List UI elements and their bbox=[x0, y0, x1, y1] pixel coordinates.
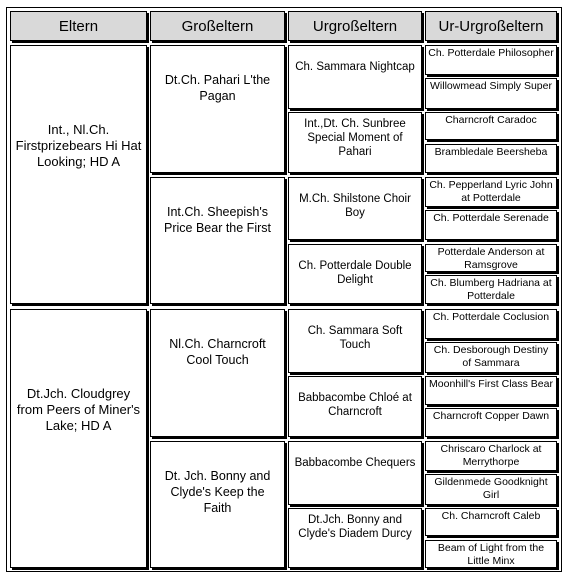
great-great-grandparent-15: Ch. Charncroft Caleb bbox=[425, 508, 557, 536]
pedigree-table bbox=[6, 7, 562, 572]
great-grandparent-2: Int.,Dt. Ch. Sunbree Special Moment of Pahari bbox=[288, 112, 422, 173]
great-great-grandparent-3: Charncroft Caradoc bbox=[425, 112, 557, 140]
header-ururgrosseltern: Ur-Urgroßeltern bbox=[425, 11, 557, 41]
header-grosseltern: Großeltern bbox=[150, 11, 285, 41]
parent-sire: Int., Nl.Ch. Firstprizebears Hi Hat Looking; HD A bbox=[10, 45, 147, 304]
great-great-grandparent-5: Ch. Pepperland Lyric John at Potterdale bbox=[425, 177, 557, 207]
great-great-grandparent-9: Ch. Potterdale Coclusion bbox=[425, 309, 557, 339]
great-grandparent-6: Babbacombe Chloé at Charncroft bbox=[288, 376, 422, 437]
grandparent-2: Int.Ch. Sheepish's Price Bear the First bbox=[150, 177, 285, 304]
parent-dam: Dt.Jch. Cloudgrey from Peers of Miner's Lake; HD A bbox=[10, 309, 147, 568]
great-grandparent-3: M.Ch. Shilstone Choir Boy bbox=[288, 177, 422, 240]
grandparent-4: Dt. Jch. Bonny and Clyde's Keep the Faith bbox=[150, 441, 285, 568]
great-great-grandparent-14: Gildenmede Goodknight Girl bbox=[425, 474, 557, 505]
great-great-grandparent-1: Ch. Potterdale Philosopher bbox=[425, 45, 557, 75]
great-great-grandparent-12: Charncroft Copper Dawn bbox=[425, 408, 557, 437]
great-great-grandparent-6: Ch. Potterdale Serenade bbox=[425, 210, 557, 240]
great-grandparent-1: Ch. Sammara Nightcap bbox=[288, 45, 422, 109]
great-grandparent-5: Ch. Sammara Soft Touch bbox=[288, 309, 422, 373]
great-grandparent-8: Dt.Jch. Bonny and Clyde's Diadem Durcy bbox=[288, 508, 422, 568]
great-grandparent-4: Ch. Potterdale Double Delight bbox=[288, 244, 422, 304]
header-urgrosseltern: Urgroßeltern bbox=[288, 11, 422, 41]
great-great-grandparent-7: Potterdale Anderson at Ramsgrove bbox=[425, 244, 557, 272]
great-great-grandparent-2: Willowmead Simply Super bbox=[425, 78, 557, 109]
great-great-grandparent-13: Chriscaro Charlock at Merrythorpe bbox=[425, 441, 557, 471]
great-great-grandparent-11: Moonhill's First Class Bear bbox=[425, 376, 557, 405]
great-great-grandparent-4: Brambledale Beersheba bbox=[425, 144, 557, 173]
grandparent-1: Dt.Ch. Pahari L'the Pagan bbox=[150, 45, 285, 173]
great-great-grandparent-16: Beam of Light from the Little Minx bbox=[425, 540, 557, 568]
header-eltern: Eltern bbox=[10, 11, 147, 41]
great-grandparent-7: Babbacombe Chequers bbox=[288, 441, 422, 505]
great-great-grandparent-8: Ch. Blumberg Hadriana at Potterdale bbox=[425, 275, 557, 304]
great-great-grandparent-10: Ch. Desborough Destiny of Sammara bbox=[425, 342, 557, 373]
grandparent-3: Nl.Ch. Charncroft Cool Touch bbox=[150, 309, 285, 437]
